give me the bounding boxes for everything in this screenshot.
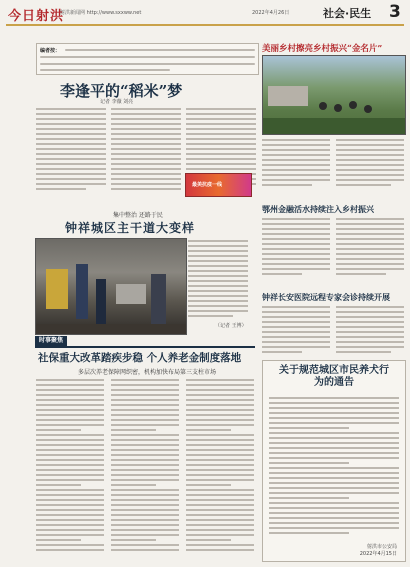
text-line: [186, 399, 254, 401]
right-photo-scene: [263, 56, 405, 134]
text-line: [111, 549, 179, 551]
text-line: [36, 539, 81, 541]
text-line: [36, 429, 81, 431]
text-line: [186, 429, 231, 431]
rice-story-byline: 记者 李薇 刘亮: [100, 99, 134, 105]
notice-box: [262, 360, 406, 562]
text-line: [36, 399, 104, 401]
text-line: [186, 529, 254, 531]
text-line: [186, 394, 254, 396]
text-line: [111, 379, 179, 381]
text-line: [36, 459, 104, 461]
text-line: [186, 454, 254, 456]
text-line: [111, 509, 179, 511]
text-line: [186, 389, 254, 391]
feature-caption: （记者 王博）: [215, 323, 247, 329]
text-line: [111, 394, 179, 396]
text-line: [36, 474, 104, 476]
text-line: [269, 417, 399, 419]
text-line: [36, 524, 104, 526]
text-line: [269, 462, 349, 464]
text-line: [269, 522, 399, 524]
newspaper-logo: 今日射洪: [8, 9, 65, 24]
notice-text: [263, 395, 405, 545]
text-line: [186, 504, 254, 506]
text-line: [186, 469, 254, 471]
right-story-1-text: [262, 137, 404, 197]
text-line: [36, 404, 104, 406]
text-line: [186, 434, 254, 436]
pension-story-title: 社保重大改革踏疾步稳 个人养老金制度落地: [38, 352, 242, 364]
editor-note-label: 编者按：: [40, 48, 61, 54]
text-line: [36, 444, 104, 446]
text-line: [36, 499, 104, 501]
right-story-2-body: [262, 216, 404, 286]
text-line: [186, 464, 254, 466]
page-number: 3: [389, 2, 401, 22]
text-line: [186, 479, 254, 481]
text-line: [111, 529, 179, 531]
text-line: [111, 454, 179, 456]
text-line: [269, 397, 399, 399]
text-line: [36, 544, 104, 546]
text-line: [186, 404, 254, 406]
text-line: [186, 494, 254, 496]
text-line: [186, 519, 254, 521]
text-line: [269, 437, 399, 439]
text-line: [36, 509, 104, 511]
text-line: [36, 419, 104, 421]
text-line: [111, 504, 179, 506]
text-line: [111, 404, 179, 406]
text-line: [36, 549, 104, 551]
text-line: [36, 449, 104, 451]
editor-note-box: [36, 43, 259, 75]
text-line: [36, 464, 104, 466]
right-story-2-text: [262, 216, 404, 286]
text-line: [269, 502, 399, 504]
text-line: [36, 434, 104, 436]
text-line: [186, 379, 254, 381]
text-line: [36, 384, 104, 386]
text-line: [65, 49, 255, 51]
text-line: [36, 424, 104, 426]
text-line: [269, 472, 399, 474]
text-line: [36, 514, 104, 516]
text-line: [111, 409, 179, 411]
text-line: [269, 402, 399, 404]
text-line: [36, 454, 104, 456]
text-line: [269, 507, 399, 509]
text-line: [186, 484, 231, 486]
street-photo: [35, 238, 187, 335]
rice-story-title: 李逢平的“稻米”梦: [60, 82, 183, 100]
feature-body: [188, 238, 250, 333]
text-line: [40, 63, 255, 65]
text-line: [36, 389, 104, 391]
text-line: [111, 384, 179, 386]
text-line: [111, 434, 179, 436]
text-line: [269, 457, 399, 459]
text-line: [111, 479, 179, 481]
text-line: [111, 399, 179, 401]
text-line: [269, 442, 399, 444]
text-line: [36, 414, 104, 416]
text-line: [269, 487, 399, 489]
text-line: [186, 449, 254, 451]
text-line: [111, 499, 179, 501]
text-line: [269, 447, 399, 449]
text-line: [269, 452, 399, 454]
text-line: [111, 524, 179, 526]
text-line: [36, 529, 104, 531]
text-line: [186, 539, 231, 541]
text-line: [186, 459, 254, 461]
pension-story-text: [36, 377, 256, 562]
right-story-3-body: [262, 304, 404, 362]
focus-label: 时事聚焦: [35, 336, 67, 346]
text-line: [186, 509, 254, 511]
text-line: [186, 524, 254, 526]
text-line: [269, 412, 399, 414]
text-line: [111, 534, 179, 536]
text-line: [40, 69, 170, 71]
text-line: [111, 419, 179, 421]
notice-title: 关于规范城区市民养犬行为的通告: [279, 365, 389, 388]
right-headline-3: 钟祥长安医院远程专家会诊持续开展: [262, 292, 390, 302]
text-line: [111, 494, 179, 496]
feature-kicker: 集中整治 还路于民: [113, 212, 163, 219]
text-line: [186, 514, 254, 516]
text-line: [186, 424, 254, 426]
text-line: [269, 432, 399, 434]
text-line: [36, 489, 104, 491]
text-line: [111, 429, 156, 431]
text-line: [111, 514, 179, 516]
text-line: [269, 482, 399, 484]
text-line: [269, 422, 399, 424]
text-line: [269, 477, 399, 479]
text-line: [186, 444, 254, 446]
section-title: 社会·民生: [323, 7, 372, 20]
focus-label-bar: [35, 336, 255, 348]
text-line: [111, 469, 179, 471]
text-line: [269, 407, 399, 409]
right-headline-1: 美丽乡村擦亮乡村振兴“金名片”: [262, 44, 383, 54]
photo-banner-caption: 最美抗疫一线: [192, 182, 223, 188]
text-line: [36, 534, 104, 536]
text-line: [186, 419, 254, 421]
feature-body-text: [188, 238, 250, 333]
notice-date: 2022年4月15日: [359, 551, 397, 557]
text-line: [186, 489, 254, 491]
text-line: [111, 459, 179, 461]
text-line: [269, 532, 349, 534]
text-line: [36, 409, 104, 411]
text-line: [36, 379, 104, 381]
text-line: [269, 467, 399, 469]
text-line: [186, 474, 254, 476]
text-line: [111, 539, 156, 541]
text-line: [111, 474, 179, 476]
text-line: [36, 504, 104, 506]
street-photo-scene: [36, 239, 186, 334]
text-line: [111, 389, 179, 391]
text-line: [111, 424, 179, 426]
right-story-3-text: [262, 304, 404, 362]
text-line: [186, 414, 254, 416]
right-photo: [262, 55, 406, 135]
text-line: [186, 544, 254, 546]
text-line: [36, 469, 104, 471]
text-line: [111, 519, 179, 521]
text-line: [269, 512, 399, 514]
feature-title: 钟祥城区主干道大变样: [65, 221, 196, 235]
photo-banner: [185, 173, 252, 197]
text-line: [186, 409, 254, 411]
masthead-rule: [6, 24, 404, 26]
text-line: [269, 427, 349, 429]
pension-story-subtitle: 多层次养老保障网织密，机构加快布局第三支柱市场: [78, 369, 217, 376]
text-line: [40, 56, 255, 58]
issue-date: 2022年4月26日: [252, 10, 290, 16]
right-story-1-body: [262, 137, 404, 197]
text-line: [111, 414, 179, 416]
text-line: [269, 497, 349, 499]
text-line: [111, 444, 179, 446]
text-line: [111, 464, 179, 466]
text-line: [186, 384, 254, 386]
text-line: [36, 484, 81, 486]
text-line: [36, 494, 104, 496]
text-line: [269, 527, 399, 529]
text-line: [36, 519, 104, 521]
text-line: [186, 499, 254, 501]
text-line: [36, 439, 104, 441]
right-headline-2: 鄂州金融活水持续注入乡村振兴: [262, 204, 374, 214]
pension-story-body: [36, 377, 256, 562]
text-line: [111, 489, 179, 491]
text-line: [36, 394, 104, 396]
text-line: [111, 449, 179, 451]
text-line: [111, 544, 179, 546]
text-line: [111, 439, 179, 441]
text-line: [186, 549, 254, 551]
text-line: [186, 439, 254, 441]
text-line: [269, 492, 399, 494]
text-line: [269, 517, 399, 519]
text-line: [186, 534, 254, 536]
notice-signature: 射洪市公安局: [366, 544, 397, 550]
text-line: [36, 479, 104, 481]
newspaper-website: 射洪新闻网 http://www.sxxww.net: [60, 10, 142, 16]
text-line: [111, 484, 156, 486]
